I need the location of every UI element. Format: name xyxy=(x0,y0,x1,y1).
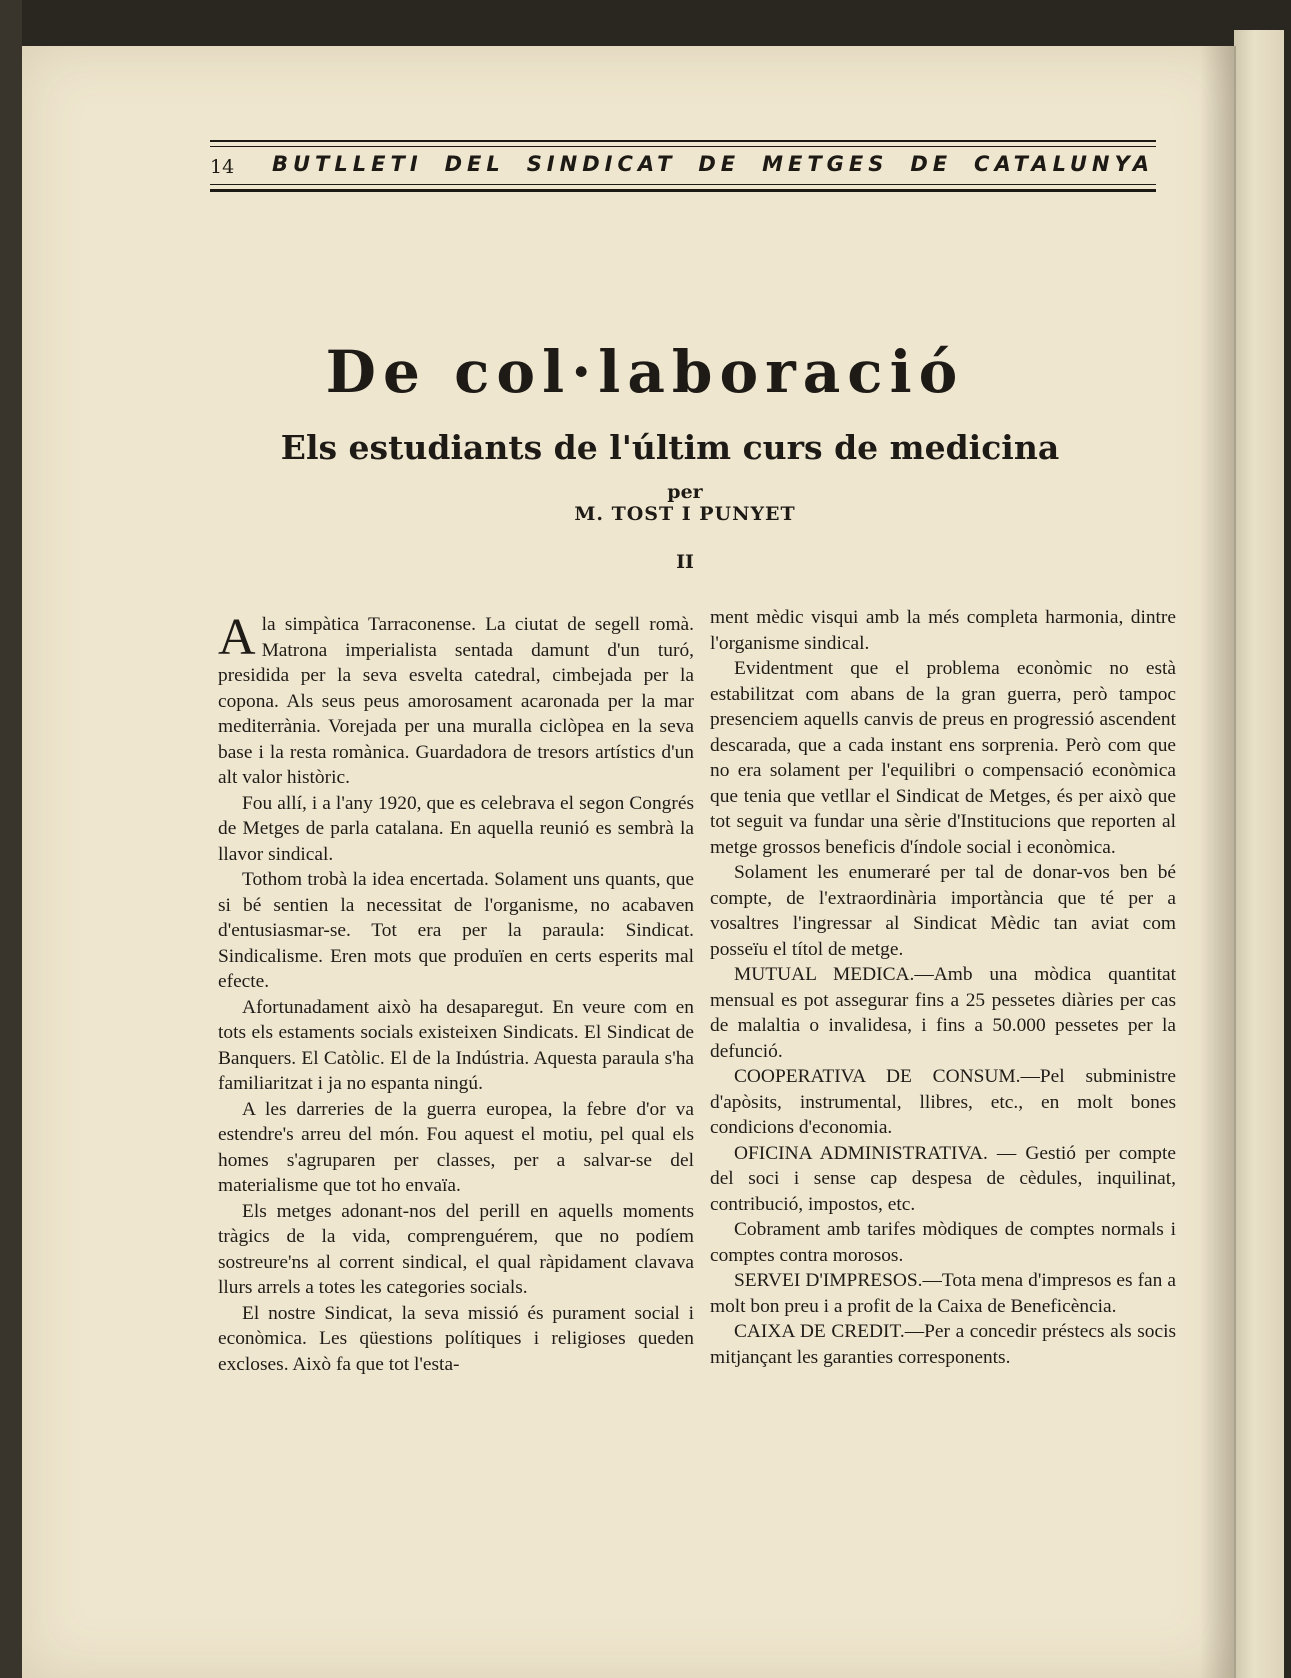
journal-title-word: DE xyxy=(910,152,953,176)
paragraph: Fou allí, i a l'any 1920, que es celebrava el segon Congrés de Metges de parla catalana. En aquella reunió es sembrà la llavor sindical. xyxy=(218,792,694,865)
journal-title-word: METGES xyxy=(762,152,889,176)
header-rule-bottom-thin xyxy=(210,184,1156,185)
paragraph: Tothom trobà la idea encertada. Solament uns quants, que si bé sentien la necessitat de l'organisme, no acabaven d'entusiasmar-se. Tot era per la paraula: Sindicat. Sindicalisme. Eren mots que produïen en certs esperits mal efecte. xyxy=(218,869,694,992)
section-title: De col·laboració xyxy=(325,338,965,406)
header-rule-top xyxy=(210,140,1156,142)
paragraph: OFICINA ADMINISTRATIVA. — Gestió per compte del soci i sense cap despesa de cèdules, inquilinat, contribució, impostos, etc. xyxy=(710,1142,1176,1215)
paragraph: SERVEI D'IMPRESOS.—Tota mena d'impresos es fan a molt bon preu i a profit de la Caixa de Beneficència. xyxy=(710,1270,1176,1317)
header-rule-top-thin xyxy=(210,146,1156,147)
paragraph: Evidentment que el problema econòmic no està estabilitzat com abans de la gran guerra, però tampoc presenciem aquells canvis de preus en progressió ascendent descarada, que a cada instant ens sorprenia. Però com que no era solament per l'equilibri o compensació econòmica que tenia que vetllar el Sindicat de Metges, és per això que tot seguit va fundar una sèrie d'Institucions que reporten al metge grossos beneficis d'índole social i econòmica. xyxy=(710,658,1176,858)
byline-per: per xyxy=(667,481,703,503)
journal-title-word: BUTLLETI xyxy=(272,152,423,176)
paragraph: Afortunadament això ha desaparegut. En veure com en tots els estaments socials existeixen Sindicats. El Sindicat de Banquers. El Catòlic. El de la Indústria. Aquesta paraula s'ha familiaritzat i ja no espanta ningú. xyxy=(218,996,694,1094)
paragraph: COOPERATIVA DE CONSUM.—Pel subministre d'apòsits, instrumental, llibres, etc., en molt bones condicions d'economia. xyxy=(710,1066,1176,1138)
part-number: II xyxy=(676,551,694,573)
right-column xyxy=(710,605,1176,1370)
header-rule-bottom xyxy=(210,189,1156,192)
paragraph: A les darreries de la guerra europea, la febre d'or va estendre's arreu del món. Fou aquest el motiu, pel qual els homes s'agruparen per classes, per a salvar-se del materialisme que tot ho envaïa. xyxy=(218,1098,694,1196)
paragraph: El nostre Sindicat, la seva missió és purament social i econòmica. Les qüestions polítiques i religioses queden excloses. Això fa que tot l'esta- xyxy=(218,1302,694,1375)
left-column xyxy=(218,609,694,1377)
paragraph: Cobrament amb tarifes mòdiques de comptes normals i comptes contra morosos. xyxy=(710,1219,1176,1266)
journal-title xyxy=(272,152,1154,176)
author-name: M. TOST I PUNYET xyxy=(574,503,796,525)
journal-title-word: DE xyxy=(698,152,741,176)
journal-title-word: CATALUNYA xyxy=(974,152,1154,176)
next-page-edge xyxy=(1234,30,1284,1678)
page-number: 14 xyxy=(210,156,235,178)
paragraph-text: la simpàtica Tarraconense. La ciutat de segell romà. Matrona imperialista sentada damunt d'un turó, presidida per la seva esvelta catedral, cimbejada per la copona. Als seus peus amorosament acaronada per la mar mediterrània. Vorejada per una muralla ciclòpea en la seva base i la resta romànica. Guardadora de tresors artístics d'un alt valor històric. xyxy=(218,614,694,788)
paragraph: Els metges adonant-nos del perill en aquells moments tràgics de la vida, comprenguérem, que no podíem sostreure'ns al corrent sindical, el qual ràpidament clavava llurs arrels a totes les categories socials. xyxy=(218,1200,694,1298)
scan-left-edge xyxy=(0,0,22,1678)
paragraph xyxy=(218,609,694,791)
spine-shadow xyxy=(1200,46,1236,1678)
paragraph: MUTUAL MEDICA.—Amb una mòdica quantitat mensual es pot assegurar fins a 25 pessetes diàries per cas de malaltia o invalidesa, i fins a 50.000 pessetes per la defunció. xyxy=(710,964,1176,1062)
paragraph: Solament les enumeraré per tal de donar-vos ben bé compte, de l'extraordinària importància que té per a vosaltres l'ingressar al Sindicat Mèdic tan aviat com posseïu el títol de metge. xyxy=(710,862,1176,960)
article-headline: Els estudiants de l'últim curs de medicina xyxy=(280,428,1060,467)
journal-title-word: DEL xyxy=(444,152,505,176)
paragraph: ment mèdic visqui amb la més completa harmonia, dintre l'organisme sindical. xyxy=(710,607,1176,654)
paragraph: CAIXA DE CREDIT.—Per a concedir préstecs als socis mitjançant les garanties corresponents. xyxy=(710,1321,1176,1368)
running-header xyxy=(210,140,1156,196)
drop-cap: A xyxy=(218,609,256,666)
journal-title-word: SINDICAT xyxy=(526,152,677,176)
